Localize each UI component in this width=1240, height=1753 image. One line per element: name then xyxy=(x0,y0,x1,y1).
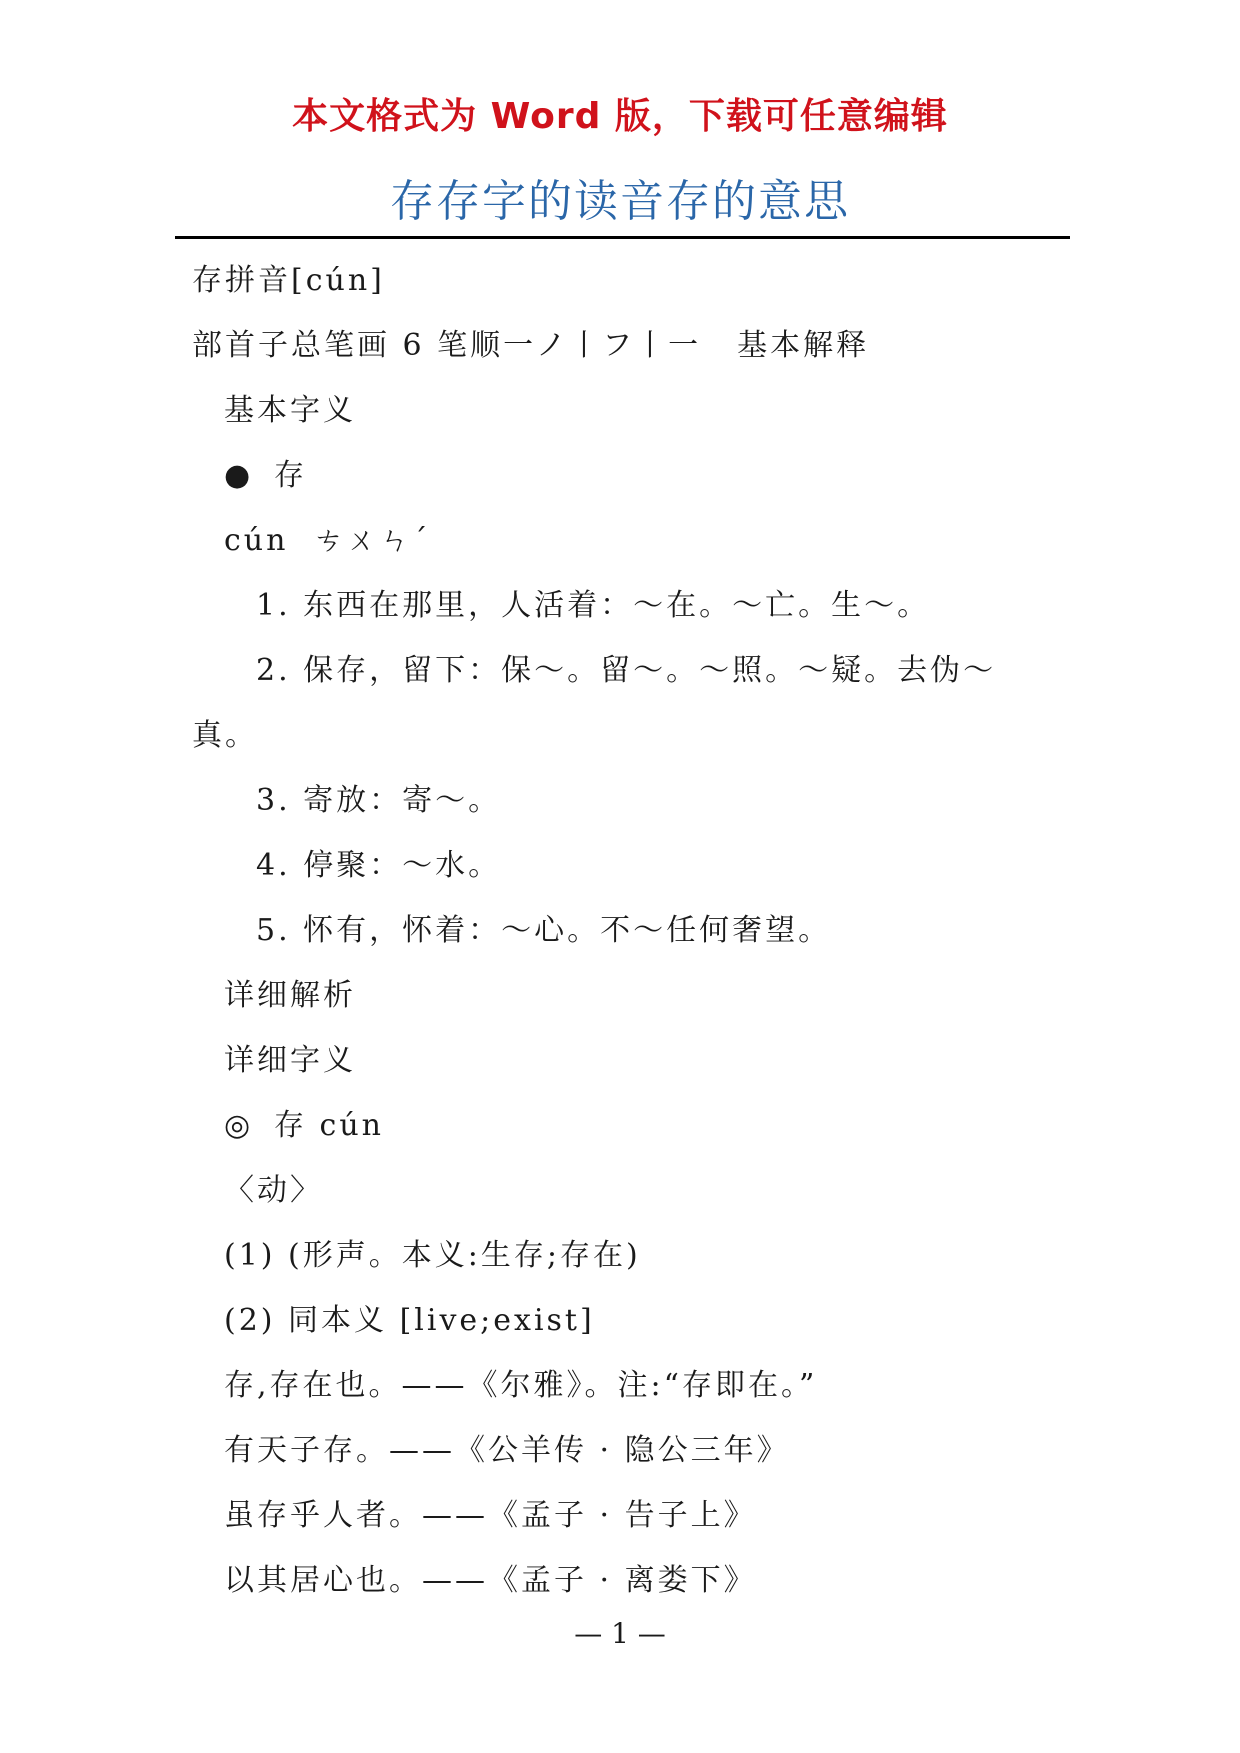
page-number: — 1 — xyxy=(574,1617,666,1650)
quote-line: 有天子存。——《公羊传 · 隐公三年》 xyxy=(224,1433,790,1468)
definition-item: 3. 寄放：寄～。 xyxy=(256,783,502,818)
char-entry xyxy=(192,443,1062,508)
part-of-speech: 〈动〉 xyxy=(224,1173,323,1208)
bullet-icon: ● xyxy=(224,458,254,493)
quote-line: 虽存乎人者。——《孟子 · 告子上》 xyxy=(224,1498,757,1533)
pinyin-line: 存拼音[cún] xyxy=(192,263,385,298)
quote-line: 以其居心也。——《孟子 · 离娄下》 xyxy=(224,1563,757,1598)
document-body xyxy=(192,248,1062,1613)
detail-explain-heading: 详细解析 xyxy=(224,978,356,1013)
circle-icon: ◎ xyxy=(224,1108,254,1143)
detail-entry xyxy=(192,1093,1062,1158)
radical-line xyxy=(192,313,1062,378)
entry-char: 存 xyxy=(274,458,307,493)
basic-explain-heading: 基本解释 xyxy=(737,328,870,363)
sense-item: (1) (形声。本义:生存;存在) xyxy=(224,1238,641,1273)
definition-item: 1. 东西在那里，人活着：～在。～亡。生～。 xyxy=(256,588,931,623)
detail-meaning-heading: 详细字义 xyxy=(224,1043,356,1078)
detail-head: 存 cún xyxy=(274,1108,384,1143)
definition-item: 5. 怀有，怀着：～心。不～任何奢望。 xyxy=(256,913,832,948)
sense-item: (2) 同本义 [live;exist] xyxy=(224,1303,595,1338)
editable-banner: 本文格式为 Word 版，下载可任意编辑 xyxy=(292,96,948,137)
title-divider xyxy=(175,236,1070,239)
quote-line: 存,存在也。——《尔雅》。注:“存即在。” xyxy=(224,1368,818,1403)
definition-item: 2. 保存，留下：保～。留～。～照。～疑。去伪～ xyxy=(256,653,997,688)
basic-meaning-heading: 基本字义 xyxy=(224,393,356,428)
reading-line xyxy=(192,508,1062,573)
radical-stroke-info: 部首子总笔画 6 笔顺一ノ丨フ丨一 xyxy=(192,328,702,363)
reading-zhuyin: ㄘㄨㄣˊ xyxy=(313,523,431,558)
definition-continuation: 真。 xyxy=(192,718,258,753)
reading-pinyin: cún xyxy=(224,523,289,558)
definition-item: 4. 停聚：～水。 xyxy=(256,848,502,883)
page-title: 存存字的读音存的意思 xyxy=(390,176,850,227)
